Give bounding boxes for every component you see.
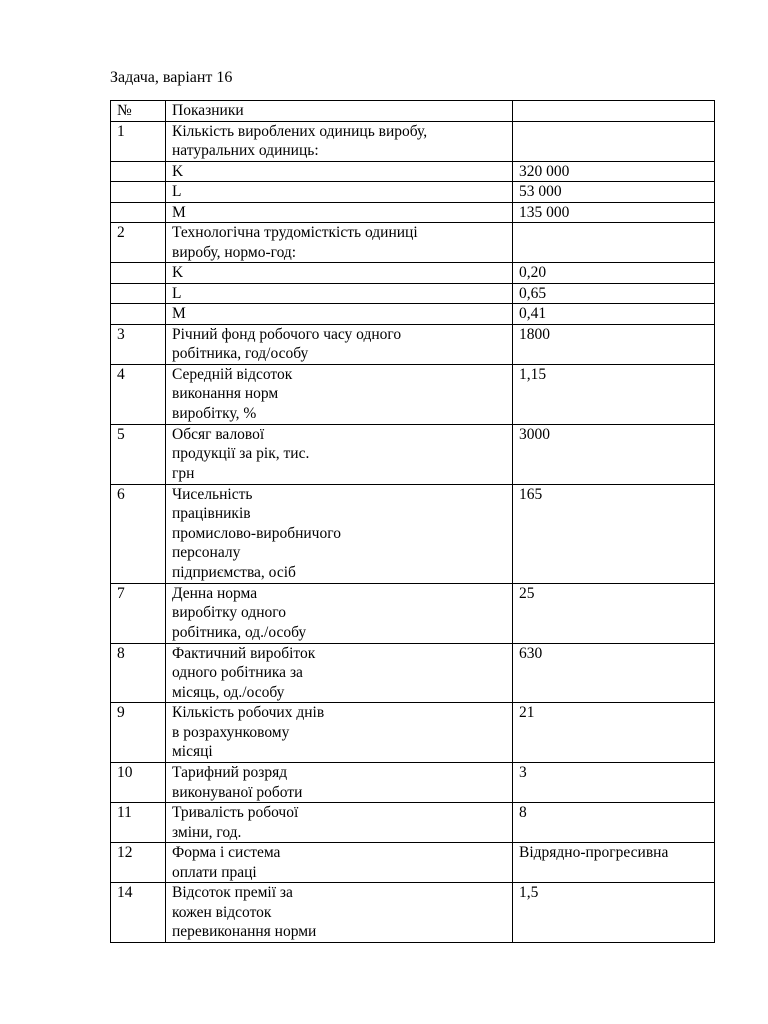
- row-label-cell: K: [166, 263, 513, 284]
- row-number-cell: 2: [111, 223, 166, 263]
- row-label-cell: Кількість вироблених одиниць виробу, натуральних одиниць:: [166, 121, 513, 161]
- table-row: [111, 843, 715, 883]
- row-label-cell: Технологічна трудомісткість одиниці виробу, нормо-год:: [166, 223, 513, 263]
- row-number-cell: [111, 263, 166, 284]
- row-number-cell: 5: [111, 424, 166, 484]
- row-value-cell: 630: [513, 643, 715, 703]
- row-label-cell: Денна норма виробітку одного робітника, од./особу: [166, 583, 513, 643]
- table-row: [111, 182, 715, 203]
- row-number-cell: [111, 182, 166, 203]
- header-value: [513, 101, 715, 122]
- table-row: [111, 424, 715, 484]
- row-label-cell: Середній відсоток виконання норм виробітку, %: [166, 364, 513, 424]
- row-number-cell: 4: [111, 364, 166, 424]
- table-row: [111, 703, 715, 763]
- row-label-cell: L: [166, 182, 513, 203]
- table-row: [111, 364, 715, 424]
- row-label-cell: L: [166, 283, 513, 304]
- table-row: [111, 263, 715, 284]
- row-value-cell: 0,65: [513, 283, 715, 304]
- row-value-cell: [513, 121, 715, 161]
- row-number-cell: 3: [111, 324, 166, 364]
- table-row: [111, 484, 715, 583]
- row-value-cell: 1,15: [513, 364, 715, 424]
- row-number-cell: 10: [111, 763, 166, 803]
- row-value-cell: 135 000: [513, 202, 715, 223]
- row-number-cell: 9: [111, 703, 166, 763]
- indicators-table: [110, 100, 715, 943]
- row-label-cell: M: [166, 202, 513, 223]
- row-number-cell: [111, 202, 166, 223]
- row-label-cell: Тривалість робочої зміни, год.: [166, 803, 513, 843]
- row-value-cell: [513, 223, 715, 263]
- row-value-cell: 53 000: [513, 182, 715, 203]
- row-value-cell: 0,41: [513, 304, 715, 325]
- row-number-cell: [111, 161, 166, 182]
- row-number-cell: 8: [111, 643, 166, 703]
- table-row: [111, 803, 715, 843]
- row-label-cell: Чисельність працівників промислово-виробничого персоналу підприємства, осіб: [166, 484, 513, 583]
- table-row: [111, 583, 715, 643]
- row-number-cell: 6: [111, 484, 166, 583]
- table-header-row: [111, 101, 715, 122]
- row-value-cell: 1,5: [513, 883, 715, 943]
- header-indicators: Показники: [166, 101, 513, 122]
- table-row: [111, 121, 715, 161]
- row-value-cell: 3: [513, 763, 715, 803]
- row-value-cell: 0,20: [513, 263, 715, 284]
- row-number-cell: 14: [111, 883, 166, 943]
- table-row: [111, 883, 715, 943]
- row-value-cell: 25: [513, 583, 715, 643]
- row-label-cell: M: [166, 304, 513, 325]
- table-row: [111, 161, 715, 182]
- row-value-cell: 3000: [513, 424, 715, 484]
- table-row: [111, 223, 715, 263]
- table-row: [111, 324, 715, 364]
- row-label-cell: Відсоток премії за кожен відсоток перевиконання норми: [166, 883, 513, 943]
- row-label-cell: K: [166, 161, 513, 182]
- row-number-cell: 1: [111, 121, 166, 161]
- row-value-cell: Відрядно-прогресивна: [513, 843, 715, 883]
- row-label-cell: Річний фонд робочого часу одного робітника, год/особу: [166, 324, 513, 364]
- document-title: Задача, варіант 16: [110, 69, 233, 86]
- row-label-cell: Форма і система оплати праці: [166, 843, 513, 883]
- row-label-cell: Кількість робочих днів в розрахунковому місяці: [166, 703, 513, 763]
- row-number-cell: [111, 283, 166, 304]
- row-value-cell: 1800: [513, 324, 715, 364]
- table-row: [111, 304, 715, 325]
- table-row: [111, 283, 715, 304]
- row-number-cell: 7: [111, 583, 166, 643]
- table-row: [111, 763, 715, 803]
- table-body: [111, 121, 715, 943]
- row-label-cell: Фактичний виробіток одного робітника за місяць, од./особу: [166, 643, 513, 703]
- row-label-cell: Тарифний розряд виконуваної роботи: [166, 763, 513, 803]
- table-row: [111, 643, 715, 703]
- row-value-cell: 165: [513, 484, 715, 583]
- row-number-cell: [111, 304, 166, 325]
- table-row: [111, 202, 715, 223]
- row-value-cell: 21: [513, 703, 715, 763]
- row-value-cell: 8: [513, 803, 715, 843]
- row-number-cell: 12: [111, 843, 166, 883]
- header-number: №: [111, 101, 166, 122]
- row-value-cell: 320 000: [513, 161, 715, 182]
- row-number-cell: 11: [111, 803, 166, 843]
- row-label-cell: Обсяг валової продукції за рік, тис. грн: [166, 424, 513, 484]
